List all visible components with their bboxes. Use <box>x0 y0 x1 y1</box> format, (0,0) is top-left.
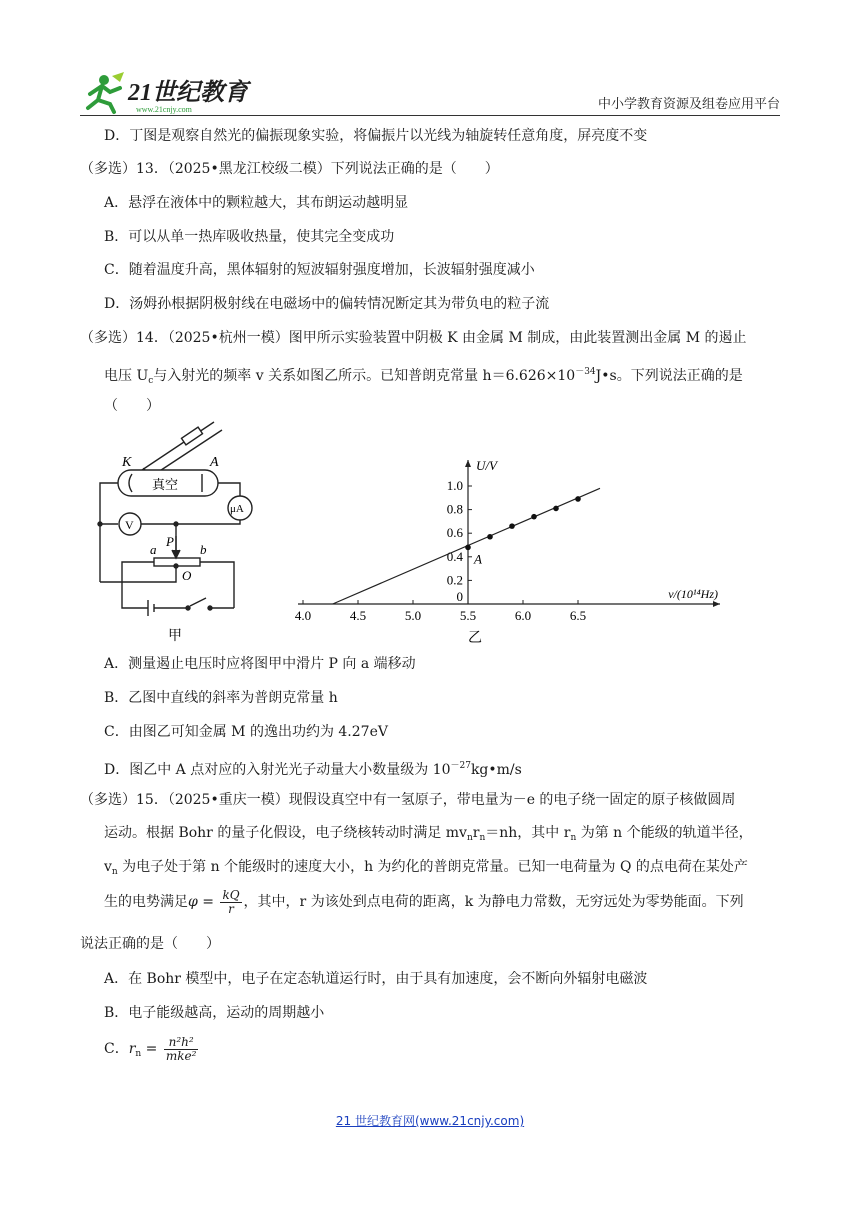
q15-sub: n <box>570 833 577 843</box>
y-axis-arrow <box>465 460 471 467</box>
footer-link[interactable]: 21 世纪教育网(www.21cnjy.com) <box>335 1114 525 1128</box>
fraction-numerator: kQ <box>222 887 240 902</box>
runner-icon <box>88 72 124 112</box>
q15-stem-line2 <box>104 823 753 848</box>
brand-logo <box>80 70 280 116</box>
q14-sup: －34 <box>575 367 596 377</box>
label-a: A <box>210 455 219 470</box>
q14-d-sup: －27 <box>450 761 471 771</box>
q13-stem: （多选）13．（2025•黑龙江校级二模）下列说法正确的是（ ） <box>80 161 499 177</box>
q13-option-b: B．可以从单一热库吸收热量，使其完全变成功 <box>104 229 395 245</box>
x-tick-label: 4.5 <box>349 608 367 623</box>
page-header <box>80 70 780 116</box>
fraction-numerator: n²h² <box>164 1036 199 1050</box>
q15-c-sub: n <box>135 1049 142 1059</box>
q14-option-d <box>104 756 522 780</box>
q15-option-a: A．在 Bohr 模型中，电子在定态轨道运行时，由于具有加速度，会不断向外辐射电磁波 <box>104 971 648 987</box>
x-tick-label: 5.5 <box>459 608 477 623</box>
y-axis-label: U/V <box>476 458 497 473</box>
q14-text: J•s。下列说法正确的是 <box>595 368 743 384</box>
q15-text: v <box>104 859 112 875</box>
q15-text: 为电子处于第 n 个能级时的速度大小，h 为约化的普朗克常量。已知一电荷量为 Q 的点电荷在某处产 <box>117 859 748 875</box>
y-tick-label: 0.6 <box>446 525 463 541</box>
logo-text: 21世纪教育 <box>128 80 248 106</box>
q15-stem-line1: （多选）15．（2025•重庆一模）现假设真空中有一氢原子，带电量为－e 的电子绕一固定的原子核做圆周 <box>80 792 736 808</box>
logo-url: www.21cnjy.com <box>136 105 192 114</box>
header-divider <box>80 115 780 116</box>
q15-text: 为第 n 个能级的轨道半径， <box>576 825 753 841</box>
x-axis-label: ν/(10¹⁴Hz) <box>668 587 718 601</box>
radius-fraction <box>164 1036 199 1063</box>
q13-option-c: C．随着温度升高，黑体辐射的短波辐射强度增加，长波辐射强度减小 <box>104 262 535 278</box>
data-point <box>531 514 537 520</box>
q15-text: ＝nh，其中 r <box>485 825 571 841</box>
y-tick-label: 1.0 <box>446 478 463 493</box>
q15-c-label: C． <box>104 1041 129 1057</box>
label-vacuum: 真空 <box>152 477 179 492</box>
q15-option-c <box>104 1032 200 1071</box>
q14-option-b: B．乙图中直线的斜率为普朗克常量 h <box>104 690 338 706</box>
q15-c-eq: = <box>141 1041 162 1057</box>
figure-yi-chart <box>290 456 730 646</box>
q14-stem-line2 <box>104 362 743 391</box>
microammeter-label: μA <box>230 503 244 515</box>
figure-jia-circuit <box>94 412 264 644</box>
q14-text: 与入射光的频率 v 关系如图乙所示。已知普朗克常量 h＝6.626×10 <box>153 368 576 384</box>
voltmeter-label: V <box>125 518 134 532</box>
y-tick-label: 0 <box>456 589 463 604</box>
label-b-end: b <box>200 542 207 557</box>
q14-text: 电压 U <box>104 368 149 384</box>
q15-stem-line5: 说法正确的是（ ） <box>80 936 220 952</box>
q14-stem-line1: （多选）14．（2025•杭州一模）图甲所示实验装置中阴极 K 由金属 M 制成，由此装置测出金属 M 的遏止 <box>80 330 747 346</box>
x-tick-label: 6.5 <box>569 608 587 623</box>
q15-phi: φ = <box>188 894 219 910</box>
q14-sub: c <box>148 376 154 386</box>
y-tick-label: 0.2 <box>446 572 463 588</box>
q15-sub: n <box>479 833 486 843</box>
figure-jia-caption: 甲 <box>168 629 182 644</box>
platform-label: 中小学教育资源及组卷应用平台 <box>597 97 780 112</box>
label-p: P <box>166 534 174 549</box>
data-point <box>487 534 493 540</box>
figure-yi-caption: 乙 <box>468 631 482 646</box>
label-a-end: a <box>150 542 157 557</box>
q15-stem-line3 <box>104 857 748 882</box>
q15-c-r: r <box>128 1041 136 1057</box>
q14-d-text: D．图乙中 A 点对应的入射光光子动量大小数量级为 10 <box>104 762 451 778</box>
fraction-denominator: mke² <box>165 1048 197 1063</box>
q15-stem-line4 <box>104 887 744 917</box>
q15-sub: n <box>111 867 118 877</box>
data-point <box>553 506 559 512</box>
label-k: K <box>122 455 132 470</box>
x-tick-label: 4.0 <box>294 608 312 623</box>
data-point <box>465 545 471 551</box>
q15-option-b: B．电子能级越高，运动的周期越小 <box>104 1005 325 1021</box>
q14-d-text: kg•m/s <box>470 762 522 778</box>
q15-text: ，其中，r 为该处到点电荷的距离，k 为静电力常数，无穷远处为零势能面。下列 <box>243 894 744 910</box>
x-tick-label: 6.0 <box>514 608 532 623</box>
q14-stem-line3: （ ） <box>104 398 160 414</box>
q15-text: 生的电势满足 <box>104 894 188 910</box>
q15-sub: n <box>466 833 473 843</box>
q13-option-a: A．悬浮在液体中的颗粒越大，其布朗运动越明显 <box>104 195 409 211</box>
potential-fraction <box>220 889 241 916</box>
y-tick-label: 0.8 <box>446 501 463 517</box>
fraction-denominator: r <box>228 901 234 916</box>
q13-option-d: D．汤姆孙根据阴极射线在电磁场中的偏转情况断定其为带负电的粒子流 <box>104 296 550 312</box>
data-point <box>575 496 581 502</box>
data-point <box>509 523 515 529</box>
y-tick-label: 0.4 <box>446 548 463 564</box>
x-tick-label: 5.0 <box>404 608 422 623</box>
q15-text: 运动。根据 Bohr 的量子化假设，电子绕核转动时满足 mv <box>104 825 467 841</box>
q12-option-d: D．丁图是观察自然光的偏振现象实验，将偏振片以光线为轴旋转任意角度，屏亮度不变 <box>104 128 648 144</box>
q14-option-a: A．测量遏止电压时应将图甲中滑片 P 向 a 端移动 <box>104 656 416 672</box>
x-axis-arrow <box>713 601 720 607</box>
q15-text: r <box>472 825 480 841</box>
label-o: O <box>182 568 192 583</box>
q14-option-c: C．由图乙可知金属 M 的逸出功约为 4.27eV <box>104 724 388 740</box>
point-a-label: A <box>474 551 482 567</box>
